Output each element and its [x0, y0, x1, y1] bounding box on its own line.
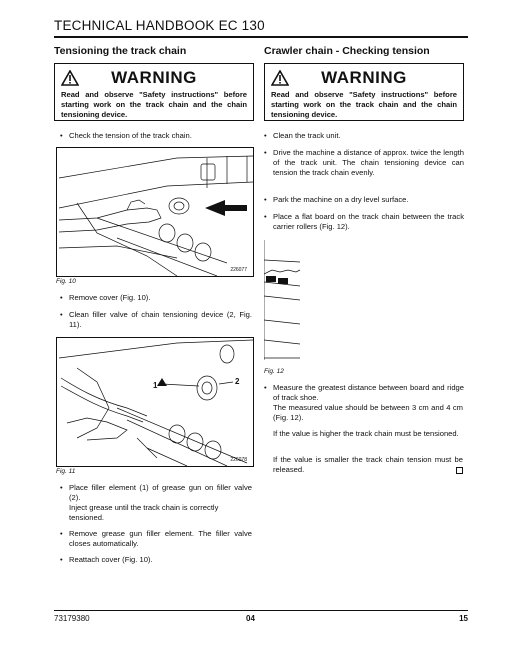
bullet: • — [264, 195, 267, 204]
bullet-text: Clean filler valve of chain tensioning device (2, Fig. 11). — [69, 310, 252, 329]
left-inject-grease-text: Inject grease until the track chain is correctly tensioned. — [69, 503, 219, 522]
footer-page-number: 15 — [459, 614, 468, 623]
bullet: • — [264, 383, 267, 392]
left-warning-box — [54, 63, 254, 121]
bullet: • — [264, 148, 267, 157]
figure-11-callout-1: 1 — [153, 381, 158, 390]
bullet-text: Clean the track unit. — [273, 131, 341, 140]
track-board-drawing — [264, 240, 464, 360]
page-header-title: TECHNICAL HANDBOOK EC 130 — [54, 18, 265, 33]
left-heading: Tensioning the track chain — [54, 45, 187, 57]
figure-12-image — [264, 240, 464, 360]
figure-10-label: Fig. 10 — [56, 278, 76, 285]
bullet-text: Remove grease gun filler element. The filler valve closes automatically. — [69, 529, 252, 548]
left-warning-text: Read and observe "Safety instructions" before starting work on the track chain and the chain tensioning device. — [61, 90, 247, 119]
figure-10-image-id: 226077 — [230, 267, 247, 273]
bullet-text: Remove cover (Fig. 10). — [69, 293, 151, 302]
right-warning-text: Read and observe "Safety instructions" before starting work on the track chain and the chain tensioning device. — [271, 90, 457, 119]
right-warning-box — [264, 63, 464, 121]
figure-11-callout-2: 2 — [235, 377, 240, 386]
bullet-text: Reattach cover (Fig. 10). — [69, 555, 153, 564]
footer-section: 04 — [246, 614, 255, 623]
end-of-section-square-icon — [456, 467, 463, 474]
bullet: • — [264, 212, 267, 221]
left-warning-title: WARNING — [111, 68, 197, 87]
right-value-higher-text: If the value is higher the track chain must be tensioned. — [273, 429, 459, 438]
bullet-text: Place a flat board on the track chain between the track carrier rollers (Fig. 12). — [273, 212, 464, 231]
figure-11-label: Fig. 11 — [56, 468, 76, 475]
right-warning-title: WARNING — [321, 68, 407, 87]
bullet: • — [60, 529, 63, 538]
bullet-text: Check the tension of the track chain. — [69, 131, 192, 140]
bullet-text: Drive the machine a distance of approx. twice the length of the track unit. The chain tensioning device can tension the track chain evenly. — [273, 148, 464, 177]
right-value-smaller-text — [273, 455, 463, 475]
bullet: • — [60, 131, 63, 140]
bullet: • — [60, 293, 63, 302]
track-unit-cover-drawing — [57, 148, 253, 276]
right-heading: Crawler chain - Checking tension — [264, 45, 430, 57]
figure-11-image-id: 226078 — [230, 457, 247, 463]
footer-rule — [54, 610, 468, 611]
right-measured-value-text: The measured value should be between 3 cm and 4 cm (Fig. 12). — [273, 403, 463, 422]
bullet: • — [60, 555, 63, 564]
figure-11-image — [56, 337, 254, 467]
bullet: • — [264, 131, 267, 140]
footer-doc-number: 73179380 — [54, 614, 90, 623]
bullet-text: Place filler element (1) of grease gun on filler valve (2). — [69, 483, 252, 502]
bullet-text: Park the machine on a dry level surface. — [273, 195, 409, 204]
figure-12-label: Fig. 12 — [264, 368, 284, 375]
header-rule — [54, 36, 468, 38]
right-value-smaller-sentence: If the value is smaller the track chain tension must be released. — [273, 455, 463, 474]
bullet: • — [60, 310, 63, 319]
grease-gun-drawing — [57, 338, 253, 466]
bullet: • — [60, 483, 63, 492]
bullet-text: Measure the greatest distance between board and ridge of track shoe. — [273, 383, 464, 402]
figure-10-image — [56, 147, 254, 277]
